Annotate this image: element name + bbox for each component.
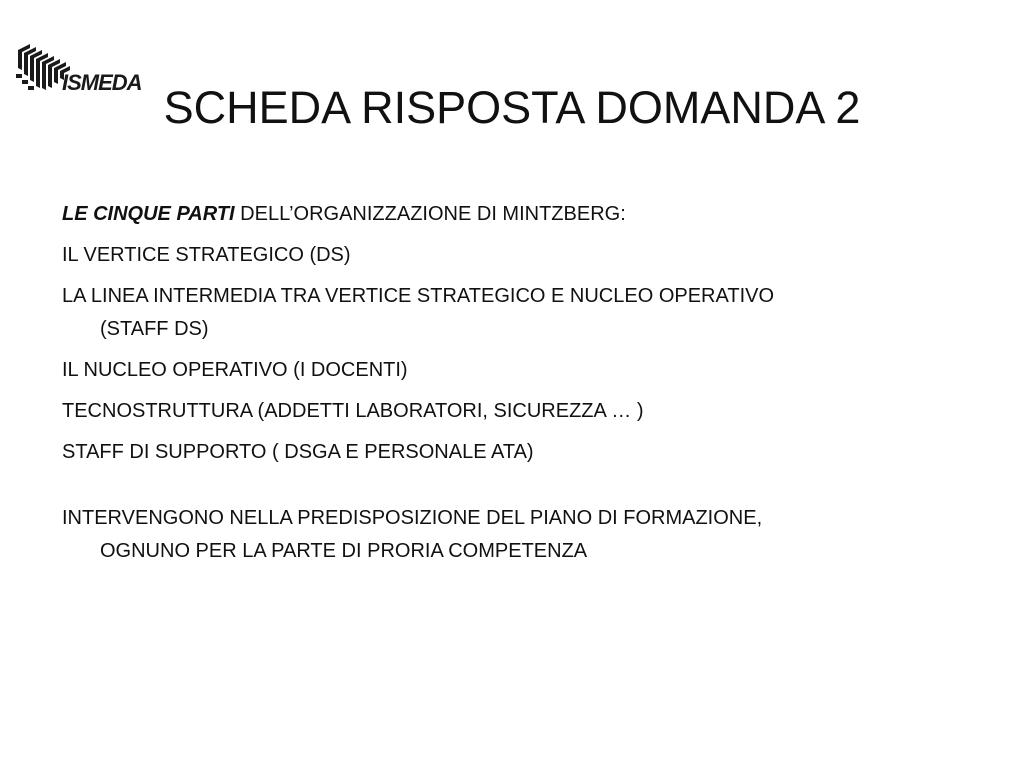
slide-title (0, 78, 1024, 138)
list-item (62, 239, 942, 272)
list-item (62, 354, 942, 387)
closing-paragraph (62, 502, 942, 568)
closing-line-2: OGNUNO PER LA PARTE DI PRORIA COMPETENZA (100, 540, 588, 562)
closing-line-1: INTERVENGONO NELLA PREDISPOSIZIONE DEL PIANO DI FORMAZIONE, (62, 507, 763, 529)
slide-body (62, 198, 942, 576)
slide-title-text: SCHEDA RISPOSTA DOMANDA 2 (163, 82, 861, 133)
list-item-continuation: (STAFF DS) (100, 318, 209, 340)
list-item-text: LA LINEA INTERMEDIA TRA VERTICE STRATEGICO E NUCLEO OPERATIVO (62, 285, 775, 307)
list-item-text: STAFF DI SUPPORTO ( DSGA E PERSONALE ATA) (62, 441, 534, 463)
list-item (62, 436, 942, 469)
logo-wordmark: ISMEDA (62, 70, 142, 95)
list-item (62, 395, 942, 428)
intro-rest: DELL’ORGANIZZAZIONE DI MINTZBERG: (234, 203, 626, 225)
intro-emphasis: LE CINQUE PARTI (62, 203, 235, 225)
list-item (62, 280, 942, 346)
list-item-text: TECNOSTRUTTURA (ADDETTI LABORATORI, SICUREZZA … ) (62, 400, 644, 422)
list-item-text: IL VERTICE STRATEGICO (DS) (62, 244, 351, 266)
intro-paragraph (62, 198, 942, 231)
list-item-text: IL NUCLEO OPERATIVO (I DOCENTI) (62, 359, 408, 381)
